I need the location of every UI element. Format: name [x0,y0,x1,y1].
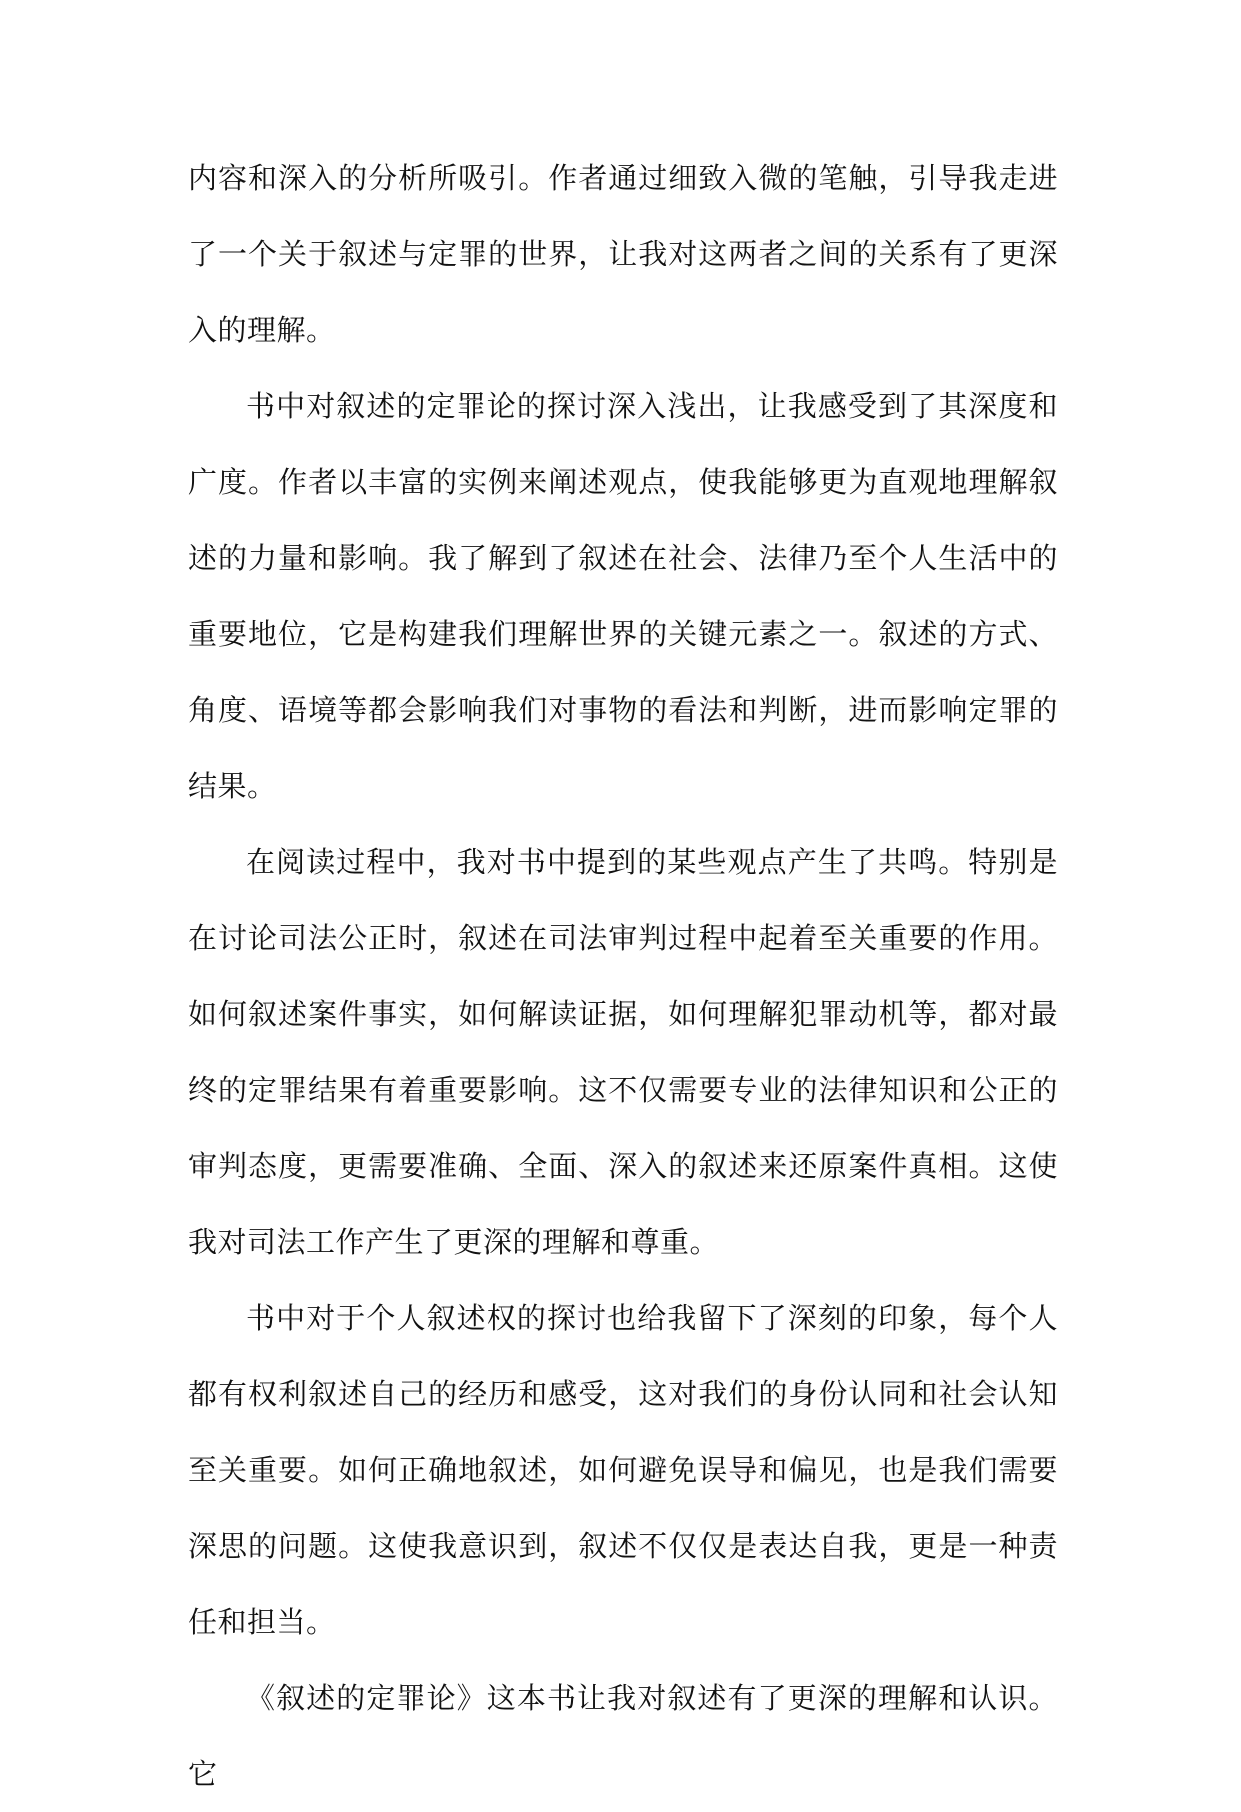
paragraph-5: 《叙述的定罪论》这本书让我对叙述有了更深的理解和认识。它 [188,1681,1058,1791]
paragraph-1: 内容和深入的分析所吸引。作者通过细致入微的笔触，引导我走进了一个关于叙述与定罪的世界，让我对这两者之间的关系有了更深入的理解。 [188,161,1058,347]
paragraph-4: 书中对于个人叙述权的探讨也给我留下了深刻的印象，每个人都有权利叙述自己的经历和感受，这对我们的身份认同和社会认知至关重要。如何正确地叙述，如何避免误导和偏见，也是我们需要深思的问题。这使我意识到，叙述不仅仅是表达自我，更是一种责任和担当。 [188,1301,1058,1639]
paragraph-3: 在阅读过程中，我对书中提到的某些观点产生了共鸣。特别是在讨论司法公正时，叙述在司法审判过程中起着至关重要的作用。如何叙述案件事实，如何解读证据，如何理解犯罪动机等，都对最终的定罪结果有着重要影响。这不仅需要专业的法律知识和公正的审判态度，更需要准确、全面、深入的叙述来还原案件真相。这使我对司法工作产生了更深的理解和尊重。 [188,845,1058,1259]
document-body [188,140,1058,1812]
paragraph-2: 书中对叙述的定罪论的探讨深入浅出，让我感受到了其深度和广度。作者以丰富的实例来阐述观点，使我能够更为直观地理解叙述的力量和影响。我了解到了叙述在社会、法律乃至个人生活中的重要地位，它是构建我们理解世界的关键元素之一。叙述的方式、角度、语境等都会影响我们对事物的看法和判断，进而影响定罪的结果。 [188,389,1058,803]
